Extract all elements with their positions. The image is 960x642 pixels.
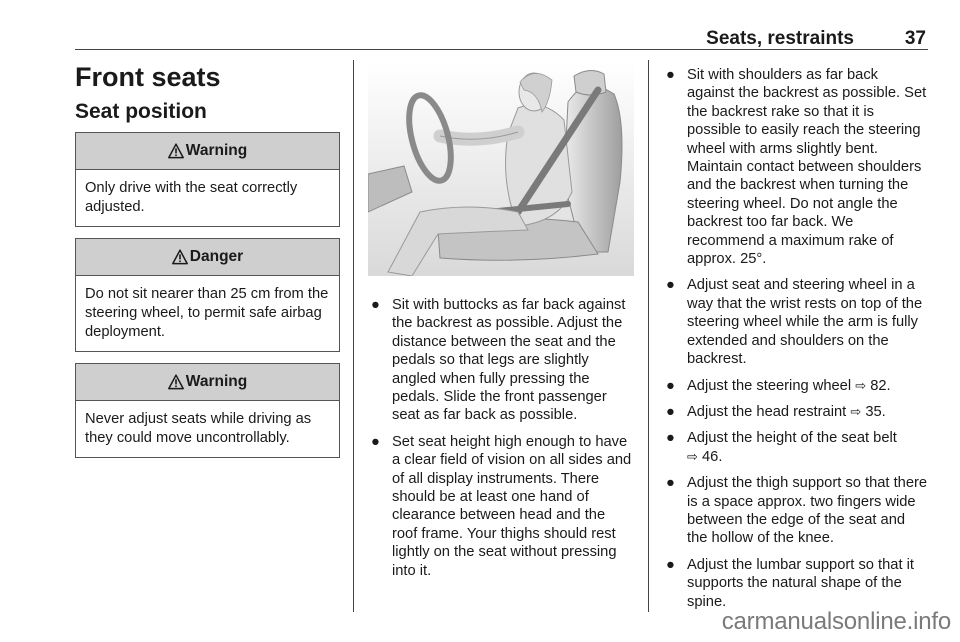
list-item: ● Sit with buttocks as far back against the backrest as possible. Adjust the distance between the seat and the pedals so that legs are slightly angled when fully pressing the pedals. Slide the front passenger seat as far back as possible. <box>371 297 626 424</box>
page-reference[interactable]: ⇨ 35. <box>850 403 886 420</box>
column-middle <box>368 58 634 588</box>
page-number: 37 <box>904 28 926 49</box>
column-right <box>663 58 928 619</box>
page-reference[interactable]: ⇨ 82. <box>855 377 891 394</box>
arrow-reference-icon: ⇨ <box>687 448 698 464</box>
warning-triangle-icon <box>168 374 184 390</box>
bullet-list <box>663 66 928 611</box>
column-left <box>75 58 340 458</box>
warning-title: Warning <box>185 142 248 159</box>
warning-text: Only drive with the seat correctly adjusted. <box>85 180 298 215</box>
arrow-reference-icon: ⇨ <box>850 403 862 419</box>
section-title: Seats, restraints <box>706 28 854 49</box>
section-heading: Front seats <box>75 62 221 92</box>
page-header <box>75 26 928 50</box>
list-item: ● Adjust the height of the seat belt ⇨ 46. <box>666 430 897 465</box>
list-item: ● Set seat height high enough to have a clear field of vision on all sides and of all display instruments. There should be at least one hand of clearance between head and the roof frame. Your thighs should rest lightly on the seat without pressing into it. <box>371 433 632 579</box>
warning-triangle-icon <box>168 143 184 159</box>
warning-box <box>75 132 340 227</box>
list-item: ● Adjust the lumbar support so that it supports the natural shape of the spine. <box>666 556 914 610</box>
page-reference[interactable]: ⇨ 46. <box>687 448 723 465</box>
subsection-heading: Seat position <box>75 100 207 123</box>
danger-title: Danger <box>189 248 244 265</box>
warning-triangle-icon <box>172 249 188 265</box>
list-item: ● Sit with shoulders as far back against the backrest as possible. Set the backrest rake so that it is possible to easily reach the steering wheel with arms slightly bent. Maintain contact between shoulders and the backrest when turning the steering wheel. Do not angle the backrest too far back. We recommend a maximum rake of approx. 25°. <box>666 67 927 268</box>
danger-text: Do not sit nearer than 25 cm from the steering wheel, to permit safe airbag deployment. <box>85 286 329 340</box>
warning-text: Never adjust seats while driving as they could move uncontrollably. <box>85 411 312 446</box>
list-item: ● Adjust the thigh support so that there is a space approx. two fingers wide between the edge of the seat and the hollow of the knee. <box>666 475 928 547</box>
danger-box <box>75 238 340 352</box>
watermark: carmanualsonline.info <box>721 608 951 635</box>
list-item: ● Adjust the head restraint ⇨ 35. <box>666 403 886 420</box>
arrow-reference-icon: ⇨ <box>855 377 867 393</box>
list-item: ● Adjust the steering wheel ⇨ 82. <box>666 377 891 394</box>
seating-position-illustration <box>368 62 634 276</box>
list-item: ● Adjust seat and steering wheel in a way that the wrist rests on top of the steering wheel while the arm is fully extended and shoulders on the backrest. <box>666 277 923 368</box>
warning-box <box>75 363 340 458</box>
column-divider <box>353 60 354 612</box>
bullet-list <box>368 296 634 580</box>
warning-title: Warning <box>185 373 248 390</box>
column-divider <box>648 60 649 612</box>
